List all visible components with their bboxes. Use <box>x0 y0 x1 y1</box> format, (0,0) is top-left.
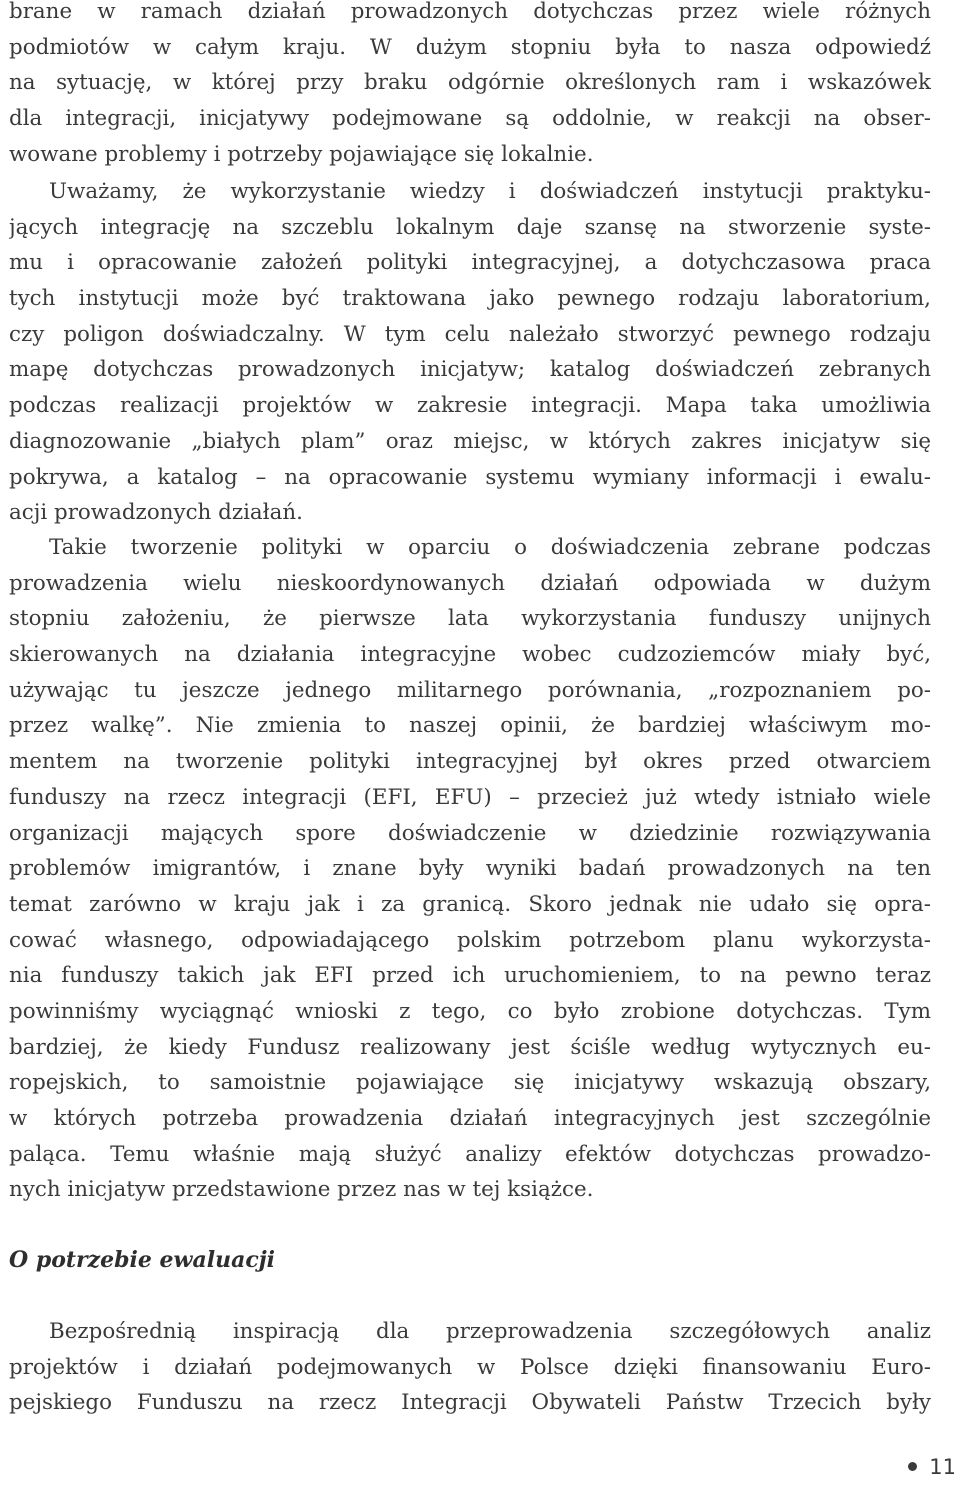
page-number: 11 <box>929 1455 956 1479</box>
text-line: w których potrzeba prowadzenia działań integracyjnych jest szczególnie <box>9 1106 931 1131</box>
text-line: prowadzenia wielu nieskoordynowanych działań odpowiada w dużym <box>9 570 931 596</box>
text-line: problemów imigrantów, i znane były wyniki badań prowadzonych na ten <box>9 856 931 882</box>
page-footer <box>908 1453 956 1481</box>
paragraph-3 <box>9 530 931 1208</box>
text-line: na sytuację, w której przy braku odgórnie określonych ram i wskazówek <box>9 70 931 96</box>
text-line: podczas realizacji projektów w zakresie integracji. Mapa taka umożliwia <box>9 393 931 419</box>
text-line: projektów i działań podejmowanych w Polsce dzięki finansowaniu Euro- <box>9 1354 931 1380</box>
paragraph-4 <box>9 1314 931 1421</box>
text-line: mu i opracowanie założeń polityki integracyjnej, a dotychczasowa praca <box>9 250 931 276</box>
text-line: pokrywa, a katalog – na opracowanie systemu wymiany informacji i ewalu- <box>9 464 931 490</box>
section-heading: O potrzebie ewaluacji <box>9 1247 276 1273</box>
text-line: Uważamy, że wykorzystanie wiedzy i doświadczeń instytucji praktyku- <box>49 179 931 204</box>
text-line: mentem na tworzenie polityki integracyjnej był okres przed otwarciem <box>9 749 931 775</box>
text-line: nych inicjatyw przedstawione przez nas w tej książce. <box>9 1177 594 1203</box>
text-line: stopniu założeniu, że pierwsze lata wykorzystania funduszy unijnych <box>9 606 931 632</box>
text-line: czy poligon doświadczalny. W tym celu należało stworzyć pewnego rodzaju <box>9 321 931 347</box>
text-line: pejskiego Funduszu na rzecz Integracji Obywateli Państw Trzecich były <box>9 1390 931 1416</box>
text-line: używając tu jeszcze jednego militarnego porównania, „rozpoznaniem po- <box>9 677 931 703</box>
text-line: Bezpośrednią inspiracją dla przeprowadzenia szczegółowych analiz <box>49 1319 931 1344</box>
text-line: jących integrację na szczeblu lokalnym daje szansę na stworzenie syste- <box>9 214 931 240</box>
paragraph-2 <box>9 174 931 531</box>
text-line: mapę dotychczas prowadzonych inicjatyw; katalog doświadczeń zebranych <box>9 357 931 383</box>
text-line: wowane problemy i potrzeby pojawiające się lokalnie. <box>9 141 594 167</box>
bullet-icon <box>908 1462 917 1471</box>
text-line: powinniśmy wyciągnąć wnioski z tego, co było zrobione dotychczas. Tym <box>9 998 931 1024</box>
text-line: tych instytucji może być traktowana jako pewnego rodzaju laboratorium, <box>9 286 931 312</box>
text-line: ropejskich, to samoistnie pojawiające się inicjatywy wskazują obszary, <box>9 1070 931 1096</box>
text-line: dla integracji, inicjatywy podejmowane są oddolnie, w reakcji na obser- <box>9 106 931 132</box>
text-line: cować własnego, odpowiadającego polskim potrzebom planu wykorzysta- <box>9 927 931 953</box>
text-line: bardziej, że kiedy Fundusz realizowany jest ściśle według wytycznych eu- <box>9 1034 931 1060</box>
text-line: przez walkę”. Nie zmienia to naszej opinii, że bardziej właściwym mo- <box>9 713 931 739</box>
text-line: funduszy na rzecz integracji (EFI, EFU) – przecież już wtedy istniało wiele <box>9 784 931 810</box>
text-line: nia funduszy takich jak EFI przed ich uruchomieniem, to na pewno teraz <box>9 963 931 989</box>
text-line: organizacji mających spore doświadczenie w dziedzinie rozwiązywania <box>9 820 931 846</box>
text-line: diagnozowanie „białych plam” oraz miejsc, w których zakres inicjatyw się <box>9 428 931 454</box>
text-line: brane w ramach działań prowadzonych dotychczas przez wiele różnych <box>9 0 931 24</box>
text-line: acji prowadzonych działań. <box>9 500 303 526</box>
text-line: paląca. Temu właśnie mają służyć analizy efektów dotychczas prowadzo- <box>9 1141 931 1167</box>
text-line: Takie tworzenie polityki w oparciu o doświadczenia zebrane podczas <box>49 535 931 560</box>
paragraph-1 <box>9 0 931 172</box>
text-line: podmiotów w całym kraju. W dużym stopniu była to nasza odpowiedź <box>9 34 931 60</box>
text-line: temat zarówno w kraju jak i za granicą. Skoro jednak nie udało się opra- <box>9 891 931 917</box>
text-line: skierowanych na działania integracyjne wobec cudzoziemców miały być, <box>9 642 931 668</box>
